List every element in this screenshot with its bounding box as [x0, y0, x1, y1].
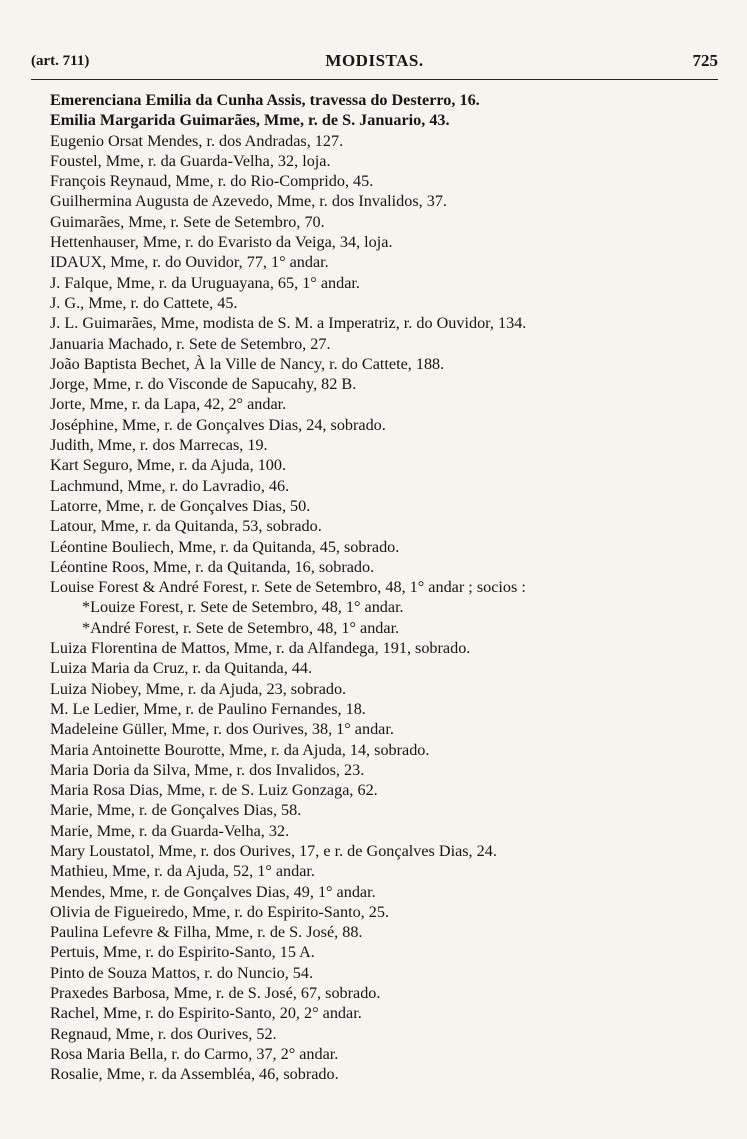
- list-item: Emilia Margarida Guimarães, Mme, r. de S. Januario, 43.: [50, 111, 450, 130]
- list-item: M. Le Ledier, Mme, r. de Paulino Fernandes, 18.: [50, 699, 366, 718]
- section-title: MODISTAS.: [325, 51, 424, 70]
- list-item: Olivia de Figueiredo, Mme, r. do Espirito-Santo, 25.: [50, 902, 389, 921]
- list-item: Paulina Lefevre & Filha, Mme, r. de S. José, 88.: [50, 923, 363, 942]
- list-item: Jorte, Mme, r. da Lapa, 42, 2° andar.: [50, 395, 287, 414]
- list-item: Rosalie, Mme, r. da Assembléa, 46, sobrado.: [50, 1065, 339, 1084]
- list-item: Kart Seguro, Mme, r. da Ajuda, 100.: [50, 456, 287, 475]
- list-item: Mathieu, Mme, r. da Ajuda, 52, 1° andar.: [50, 862, 315, 881]
- list-item: IDAUX, Mme, r. do Ouvidor, 77, 1° andar.: [50, 253, 329, 272]
- list-item: Maria Antoinette Bourotte, Mme, r. da Ajuda, 14, sobrado.: [50, 740, 430, 759]
- list-item: Regnaud, Mme, r. dos Ourives, 52.: [50, 1024, 277, 1043]
- list-item: Lachmund, Mme, r. do Lavradio, 46.: [50, 476, 290, 495]
- running-header: [31, 49, 718, 79]
- list-item: Latorre, Mme, r. de Gonçalves Dias, 50.: [50, 496, 311, 515]
- list-item: Madeleine Güller, Mme, r. dos Ourives, 38, 1° andar.: [50, 720, 394, 739]
- list-item: François Reynaud, Mme, r. do Rio-Comprido, 45.: [50, 172, 374, 191]
- list-item: Mendes, Mme, r. de Gonçalves Dias, 49, 1° andar.: [50, 882, 376, 901]
- list-item: Rosa Maria Bella, r. do Carmo, 37, 2° andar.: [50, 1044, 339, 1063]
- list-item: J. L. Guimarães, Mme, modista de S. M. a Imperatriz, r. do Ouvidor, 134.: [50, 314, 527, 333]
- list-item: Praxedes Barbosa, Mme, r. de S. José, 67, sobrado.: [50, 984, 381, 1003]
- list-item: Guilhermina Augusta de Azevedo, Mme, r. dos Invalidos, 37.: [50, 192, 447, 211]
- list-item: Januaria Machado, r. Sete de Setembro, 27.: [50, 334, 331, 353]
- list-item: Jorge, Mme, r. do Visconde de Sapucahy, 82 B.: [50, 375, 357, 394]
- list-item: Maria Rosa Dias, Mme, r. de S. Luiz Gonzaga, 62.: [50, 781, 378, 800]
- list-item: Latour, Mme, r. da Quitanda, 53, sobrado.: [50, 517, 322, 536]
- list-item: Pinto de Souza Mattos, r. do Nuncio, 54.: [50, 963, 314, 982]
- list-item: Maria Doria da Silva, Mme, r. dos Invalidos, 23.: [50, 760, 365, 779]
- list-item: Joséphine, Mme, r. de Gonçalves Dias, 24, sobrado.: [50, 415, 386, 434]
- directory-list: [50, 90, 730, 1085]
- list-item: Luiza Maria da Cruz, r. da Quitanda, 44.: [50, 659, 313, 678]
- list-item: Luiza Niobey, Mme, r. da Ajuda, 23, sobrado.: [50, 679, 347, 698]
- header-rule: [31, 79, 718, 80]
- list-item: Judith, Mme, r. dos Marrecas, 19.: [50, 436, 268, 455]
- list-item: J. G., Mme, r. do Cattete, 45.: [50, 293, 238, 312]
- list-item-partner: *Louize Forest, r. Sete de Setembro, 48, 1° andar.: [82, 598, 404, 617]
- list-item: Pertuis, Mme, r. do Espirito-Santo, 15 A.: [50, 943, 315, 962]
- list-item: Marie, Mme, r. de Gonçalves Dias, 58.: [50, 801, 302, 820]
- list-item: Foustel, Mme, r. da Guarda-Velha, 32, loja.: [50, 151, 331, 170]
- list-item: J. Falque, Mme, r. da Uruguayana, 65, 1° andar.: [50, 273, 360, 292]
- list-item: Guimarães, Mme, r. Sete de Setembro, 70.: [50, 212, 325, 231]
- list-item: Eugenio Orsat Mendes, r. dos Andradas, 127.: [50, 131, 344, 150]
- list-item: Louise Forest & André Forest, r. Sete de Setembro, 48, 1° andar ; socios :: [50, 578, 526, 597]
- list-item: Mary Loustatol, Mme, r. dos Ourives, 17, e r. de Gonçalves Dias, 24.: [50, 841, 497, 860]
- list-item: Léontine Bouliech, Mme, r. da Quitanda, 45, sobrado.: [50, 537, 400, 556]
- list-item: Léontine Roos, Mme, r. da Quitanda, 16, sobrado.: [50, 557, 375, 576]
- list-item-partner: *André Forest, r. Sete de Setembro, 48, 1° andar.: [82, 618, 400, 637]
- list-item: Marie, Mme, r. da Guarda-Velha, 32.: [50, 821, 290, 840]
- list-item: Hettenhauser, Mme, r. do Evaristo da Veiga, 34, loja.: [50, 233, 393, 252]
- page-number: 725: [692, 51, 718, 70]
- article-reference: (art. 711): [31, 53, 90, 69]
- list-item: Luiza Florentina de Mattos, Mme, r. da Alfandega, 191, sobrado.: [50, 639, 471, 658]
- list-item: João Baptista Bechet, À la Ville de Nancy, r. do Cattete, 188.: [50, 354, 445, 373]
- list-item: Emerenciana Emilia da Cunha Assis, travessa do Desterro, 16.: [50, 91, 480, 109]
- list-item: Rachel, Mme, r. do Espirito-Santo, 20, 2° andar.: [50, 1004, 362, 1023]
